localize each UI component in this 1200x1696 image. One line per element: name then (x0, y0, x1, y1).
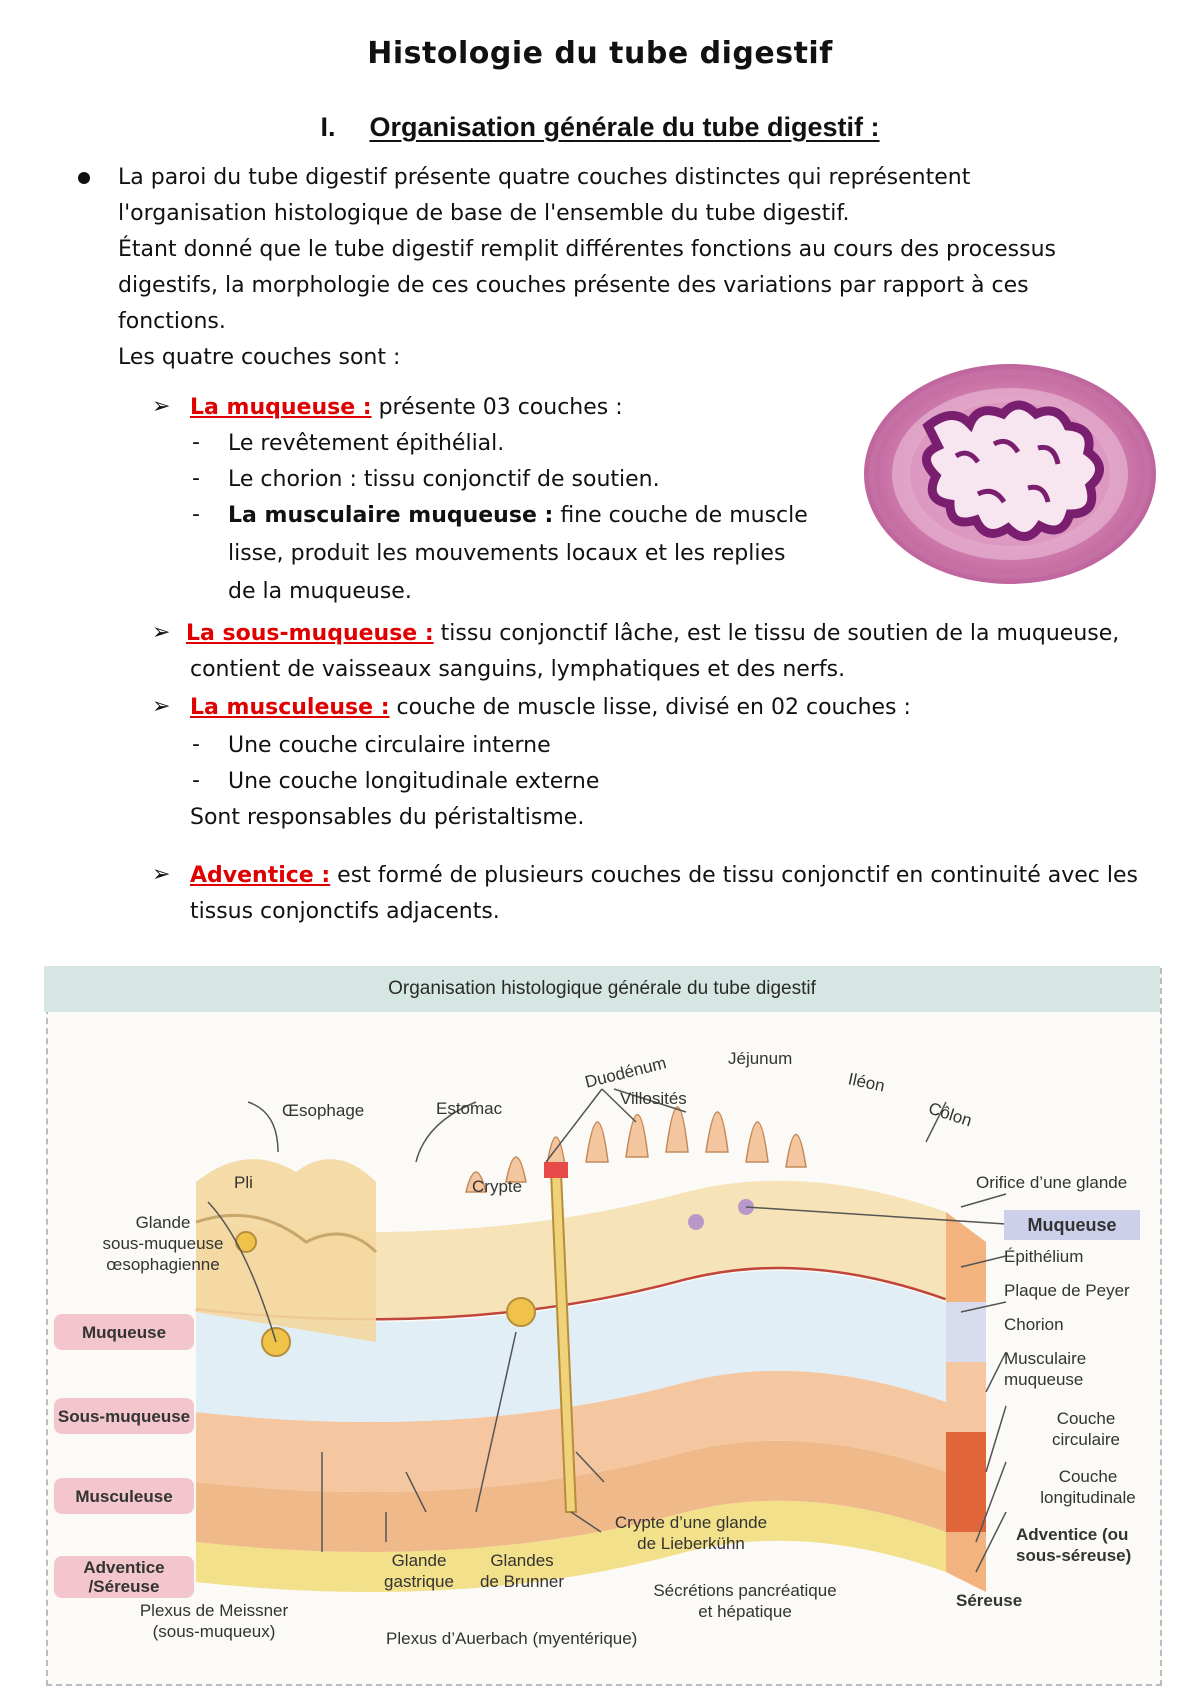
couche-longitudinale-label: Couche longitudinale (1040, 1467, 1136, 1507)
pli-label: Pli (234, 1173, 253, 1192)
label-line: œsophagienne (106, 1255, 220, 1274)
plaque-peyer-label: Plaque de Peyer (1004, 1281, 1130, 1300)
arrow-bullet-icon: ➢ (152, 862, 171, 887)
muqueuse-desc: présente 03 couches : (371, 395, 623, 420)
musculaire-muqueuse-label: Musculaire muqueuse (1004, 1349, 1087, 1389)
muqueuse-item (228, 498, 808, 534)
dash-icon: - (192, 430, 200, 455)
musculeuse-item: Une couche circulaire interne (228, 733, 551, 758)
sousmuqueuse-cont: contient de vaisseaux sanguins, lymphatiques et des nerfs. (190, 657, 846, 682)
secretions-label (640, 1580, 850, 1622)
musculeuse-desc: couche de muscle lisse, divisé en 02 couches : (389, 695, 911, 720)
segment-label-jejunum: Jéjunum (728, 1049, 793, 1068)
label-line: Crypte d’une glande (614, 1513, 768, 1532)
segment-label-estomac: Estomac (436, 1099, 503, 1118)
intro-line: Étant donné que le tube digestif remplit différentes fonctions au cours des processus (118, 237, 1056, 262)
glande-sousmuqueuse-label (88, 1212, 238, 1275)
crypte-lieberkuhn-label (606, 1512, 776, 1554)
musculaire-muqueuse-desc: fine couche de muscle (553, 503, 808, 528)
musculeuse-line (190, 690, 911, 726)
segment-label-duodenum: Duodénum (582, 1053, 669, 1092)
intro-line: fonctions. (118, 309, 226, 334)
musculeuse-note: Sont responsables du péristaltisme. (190, 805, 585, 830)
adventice-line (190, 858, 1138, 894)
intro-line: digestifs, la morphologie de ces couches présente des variations par rapport à ces (118, 273, 1029, 298)
histology-micrograph (858, 356, 1164, 592)
tag-musculeuse: Musculeuse (54, 1478, 194, 1514)
label-line: (sous-muqueux) (152, 1622, 276, 1641)
label-line: de Brunner (479, 1572, 565, 1591)
label-line: Plexus de Meissner (139, 1601, 289, 1620)
couche-circulaire-label: Couche circulaire (1051, 1409, 1121, 1449)
segment-label-ileon: Iléon (846, 1069, 887, 1096)
musculeuse-item: Une couche longitudinale externe (228, 769, 600, 794)
crypte-label: Crypte (472, 1177, 523, 1196)
dash-icon: - (192, 732, 200, 757)
arrow-bullet-icon: ➢ (152, 694, 171, 719)
muqueuse-cont: lisse, produit les mouvements locaux et les replies (228, 541, 786, 566)
muqueuse-item: Le revêtement épithélial. (228, 431, 505, 456)
adventice-term: Adventice : (190, 863, 331, 888)
muqueuse-line (190, 390, 623, 426)
label-line: de Lieberkühn (637, 1534, 745, 1553)
label-line: Glandes (490, 1551, 554, 1570)
adventice-label: Adventice (ou sous-séreuse) (1016, 1525, 1132, 1565)
villosites-label: Villosités (620, 1089, 687, 1108)
label-line: Glande (391, 1551, 447, 1570)
chorion-label: Chorion (1004, 1315, 1064, 1334)
tag-adventice-sereuse: Adventice /Séreuse (54, 1556, 194, 1598)
segment-label-oesophage: Œsophage (282, 1101, 365, 1120)
label-line: Sécrétions pancréatique (653, 1581, 837, 1600)
label-line: et hépatique (698, 1602, 792, 1621)
adventice-cont: tissus conjonctifs adjacents. (190, 899, 500, 924)
arrow-bullet-icon: ➢ (152, 394, 171, 419)
sousmuqueuse-line (186, 616, 1119, 652)
muqueuse-cont: de la muqueuse. (228, 579, 412, 604)
tag-sous-muqueuse: Sous-muqueuse (54, 1398, 194, 1434)
musculaire-muqueuse-term: La musculaire muqueuse : (228, 503, 554, 528)
section-number: I. (320, 112, 336, 142)
adventice-desc: est formé de plusieurs couches de tissu conjonctif en continuité avec les (330, 863, 1138, 888)
intro-paragraph (118, 160, 1056, 376)
dash-icon: - (192, 502, 200, 527)
diagram-header: Organisation histologique générale du tube digestif (44, 966, 1160, 1012)
orifice-glande-label: Orifice d’une glande (976, 1173, 1128, 1192)
plexus-meissner-label (126, 1600, 302, 1642)
intro-line: Les quatre couches sont : (118, 345, 401, 370)
section-heading (0, 112, 1200, 143)
section-title: Organisation générale du tube digestif : (369, 112, 880, 142)
dash-icon: - (192, 466, 200, 491)
label-line: Glande (135, 1213, 191, 1232)
sereuse-label: Séreuse (956, 1591, 1023, 1610)
arrow-bullet-icon: ➢ (152, 620, 171, 645)
intro-line: La paroi du tube digestif présente quatre couches distinctes qui représentent (118, 165, 971, 190)
glandes-brunner-label (470, 1550, 574, 1592)
sousmuqueuse-term: La sous-muqueuse : (186, 621, 434, 646)
musculeuse-term: La musculeuse : (190, 695, 390, 720)
label-line: sous-muqueuse (102, 1234, 224, 1253)
muqueuse-item: Le chorion : tissu conjonctif de soutien. (228, 467, 660, 492)
tag-muqueuse: Muqueuse (54, 1314, 194, 1350)
intro-line: l'organisation histologique de base de l'ensemble du tube digestif. (118, 201, 850, 226)
bullet-icon (78, 172, 90, 184)
epithelium-label: Épithélium (1004, 1247, 1084, 1266)
glande-gastrique-label (374, 1550, 464, 1592)
sousmuqueuse-desc: tissu conjonctif lâche, est le tissu de soutien de la muqueuse, (433, 621, 1120, 646)
page-title: Histologie du tube digestif (367, 36, 833, 71)
dash-icon: - (192, 768, 200, 793)
label-line: gastrique (384, 1572, 454, 1591)
muqueuse-box: Muqueuse (1004, 1210, 1140, 1240)
muqueuse-term: La muqueuse : (190, 395, 372, 420)
segment-label-colon: Côlon (926, 1098, 975, 1131)
digestive-wall-illustration (46, 1012, 1158, 1682)
plexus-auerbach-label: Plexus d’Auerbach (myentérique) (386, 1629, 638, 1648)
